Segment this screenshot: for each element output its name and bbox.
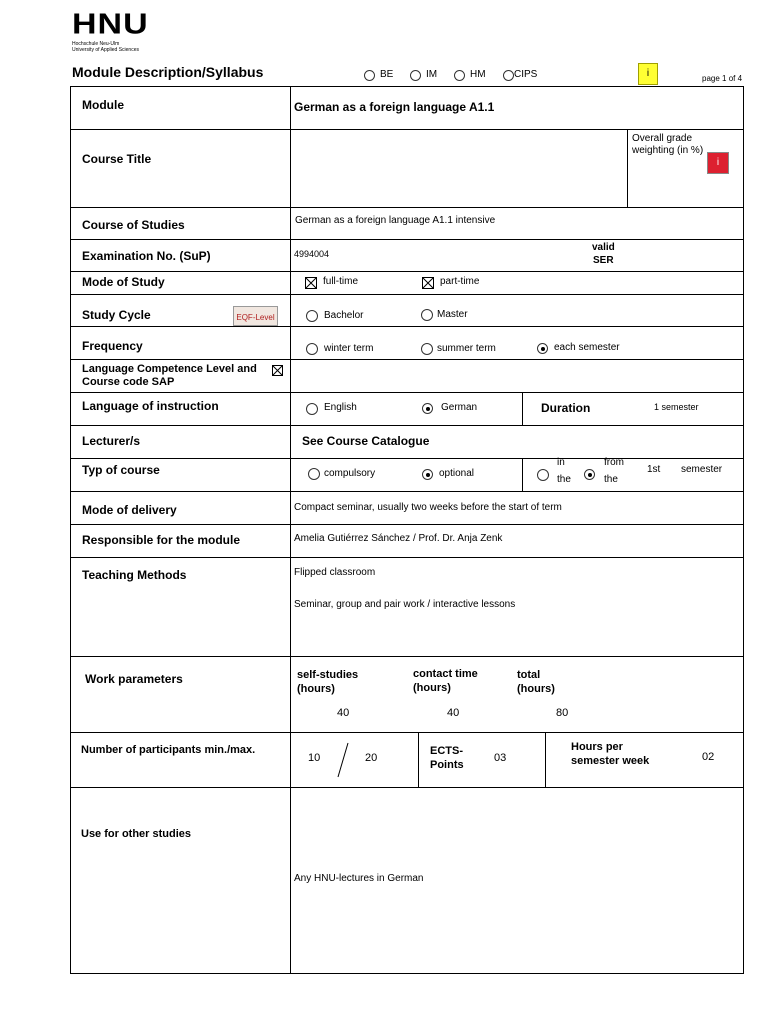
course-of-studies-value: German as a foreign language A1.1 intensive <box>295 215 496 226</box>
total-hours-value: 80 <box>556 707 569 719</box>
slash-divider <box>336 742 350 778</box>
info-icon: i <box>646 68 650 79</box>
part-time-label: part-time <box>440 276 480 287</box>
program-label-be: BE <box>380 69 394 80</box>
other-studies-value: Any HNU-lectures in German <box>294 873 424 884</box>
duration-label: Duration <box>541 401 591 415</box>
hnu-logo <box>72 7 162 54</box>
row-divider <box>70 271 744 272</box>
grade-info-button[interactable] <box>707 152 729 174</box>
winter-term-label: winter term <box>324 343 374 354</box>
valid-value: SER <box>593 255 614 266</box>
course-title-label: Course Title <box>82 152 152 166</box>
from-label-top: from <box>604 457 624 468</box>
hours-per-week-label-2: semester week <box>571 755 650 767</box>
program-radio-be[interactable] <box>364 70 375 81</box>
row-divider <box>70 294 744 295</box>
in-label-top: in <box>557 457 565 468</box>
teaching-methods-label: Teaching Methods <box>82 568 187 582</box>
german-radio[interactable] <box>422 403 433 414</box>
row-divider <box>70 129 744 130</box>
work-parameters-label: Work parameters <box>85 672 183 686</box>
ects-label-1: ECTS- <box>430 745 463 757</box>
program-radio-cips[interactable] <box>503 70 514 81</box>
mode-of-delivery-label: Mode of delivery <box>82 503 177 517</box>
program-label-im: IM <box>426 69 438 80</box>
mode-of-study-label: Mode of Study <box>82 275 165 289</box>
ects-cell-divider-right <box>545 732 546 787</box>
self-studies-value: 40 <box>337 707 350 719</box>
grade-cell-divider <box>627 129 628 207</box>
self-studies-label-2: (hours) <box>297 683 335 695</box>
duration-value: 1 semester <box>654 402 699 412</box>
row-divider <box>70 326 744 327</box>
summer-term-radio[interactable] <box>421 343 433 355</box>
row-divider <box>70 359 744 360</box>
optional-radio[interactable] <box>422 469 433 480</box>
total-hours-label-1: total <box>517 669 541 681</box>
each-semester-label: each semester <box>554 342 620 353</box>
semester-number: 1st <box>647 464 661 475</box>
logo-subtitle-2: University of Applied Sciences <box>72 47 139 53</box>
info-icon: i <box>716 157 720 168</box>
from-the-radio[interactable] <box>584 469 595 480</box>
english-label: English <box>324 402 357 413</box>
bachelor-radio[interactable] <box>306 310 318 322</box>
master-radio[interactable] <box>421 309 433 321</box>
info-button[interactable] <box>638 63 658 85</box>
ects-value: 03 <box>494 752 507 764</box>
master-label: Master <box>437 309 468 320</box>
course-title-value[interactable] <box>294 135 622 201</box>
module-label: Module <box>82 98 124 112</box>
participants-max: 20 <box>365 752 378 764</box>
optional-label: optional <box>439 468 475 479</box>
logo-mark: HNU <box>72 7 149 41</box>
responsible-label: Responsible for the module <box>82 533 241 547</box>
lecturers-value: See Course Catalogue <box>302 434 430 448</box>
each-semester-radio[interactable] <box>537 343 548 354</box>
in-the-radio[interactable] <box>537 469 549 481</box>
contact-time-label-1: contact time <box>413 668 478 680</box>
logo-subtitle-1: Hochschule Neu-Ulm <box>72 41 120 47</box>
frequency-label: Frequency <box>82 339 143 353</box>
english-radio[interactable] <box>306 403 318 415</box>
language-competence-label-line1: Language Competence Level and <box>82 363 257 375</box>
type-of-course-label: Typ of course <box>82 463 160 477</box>
eqf-level-label: EQF-Level <box>236 313 275 322</box>
language-competence-label-line2: Course code SAP <box>82 376 175 388</box>
self-studies-label-1: self-studies <box>297 669 359 681</box>
grade-weighting-label: Overall grade weighting (in %) <box>632 133 704 156</box>
program-radio-hm[interactable] <box>454 70 465 81</box>
duration-cell-divider <box>522 392 523 425</box>
row-divider <box>70 425 744 426</box>
row-divider <box>70 491 744 492</box>
mode-of-delivery-value: Compact seminar, usually two weeks before the start of term <box>294 502 562 513</box>
german-label: German <box>441 402 478 413</box>
row-divider <box>70 392 744 393</box>
row-divider <box>70 239 744 240</box>
program-label-cips: CIPS <box>514 69 538 80</box>
other-studies-label: Use for other studies <box>81 828 192 840</box>
page-number: page 1 of 4 <box>702 74 743 83</box>
hours-per-week-label-1: Hours per <box>571 741 623 753</box>
row-divider <box>70 557 744 558</box>
row-divider <box>70 207 744 208</box>
participants-min: 10 <box>308 752 321 764</box>
in-label-bottom: the <box>557 474 571 485</box>
part-time-checkbox[interactable] <box>422 277 434 289</box>
exam-no-label: Examination No. (SuP) <box>82 249 211 263</box>
participants-label: Number of participants min./max. <box>81 744 256 756</box>
study-cycle-label: Study Cycle <box>82 308 151 322</box>
semester-label: semester <box>681 464 723 475</box>
language-of-instruction-label: Language of instruction <box>82 399 219 413</box>
teaching-methods-line2: Seminar, group and pair work / interactive lessons <box>294 599 516 610</box>
document-title: Module Description/Syllabus <box>72 64 264 80</box>
contact-time-value: 40 <box>447 707 460 719</box>
ects-label-2: Points <box>430 759 464 771</box>
language-competence-checkbox[interactable] <box>272 365 283 376</box>
ects-cell-divider-left <box>418 732 419 787</box>
winter-term-radio[interactable] <box>306 343 318 355</box>
hours-per-week-value: 02 <box>702 751 715 763</box>
compulsory-label: compulsory <box>324 468 376 479</box>
row-divider <box>70 787 744 788</box>
total-hours-label-2: (hours) <box>517 683 555 695</box>
row-divider <box>70 524 744 525</box>
exam-no-value: 4994004 <box>294 249 330 259</box>
column-divider <box>290 86 291 974</box>
eqf-level-button[interactable] <box>233 306 278 326</box>
semester-cell-divider <box>522 458 523 491</box>
full-time-checkbox[interactable] <box>305 277 317 289</box>
teaching-methods-line1: Flipped classroom <box>294 567 376 578</box>
program-label-hm: HM <box>470 69 486 80</box>
valid-label: valid <box>592 242 615 253</box>
compulsory-radio[interactable] <box>308 468 320 480</box>
from-label-bottom: the <box>604 474 618 485</box>
row-divider <box>70 458 744 459</box>
responsible-value: Amelia Gutiérrez Sánchez / Prof. Dr. Anja Zenk <box>294 533 503 544</box>
row-divider <box>70 732 744 733</box>
row-divider <box>70 656 744 657</box>
lecturers-label: Lecturer/s <box>82 434 141 448</box>
bachelor-label: Bachelor <box>324 310 364 321</box>
course-of-studies-label: Course of Studies <box>82 218 185 232</box>
contact-time-label-2: (hours) <box>413 682 451 694</box>
program-radio-im[interactable] <box>410 70 421 81</box>
full-time-label: full-time <box>323 276 359 287</box>
module-value: German as a foreign language A1.1 <box>294 100 495 114</box>
summer-term-label: summer term <box>437 343 496 354</box>
